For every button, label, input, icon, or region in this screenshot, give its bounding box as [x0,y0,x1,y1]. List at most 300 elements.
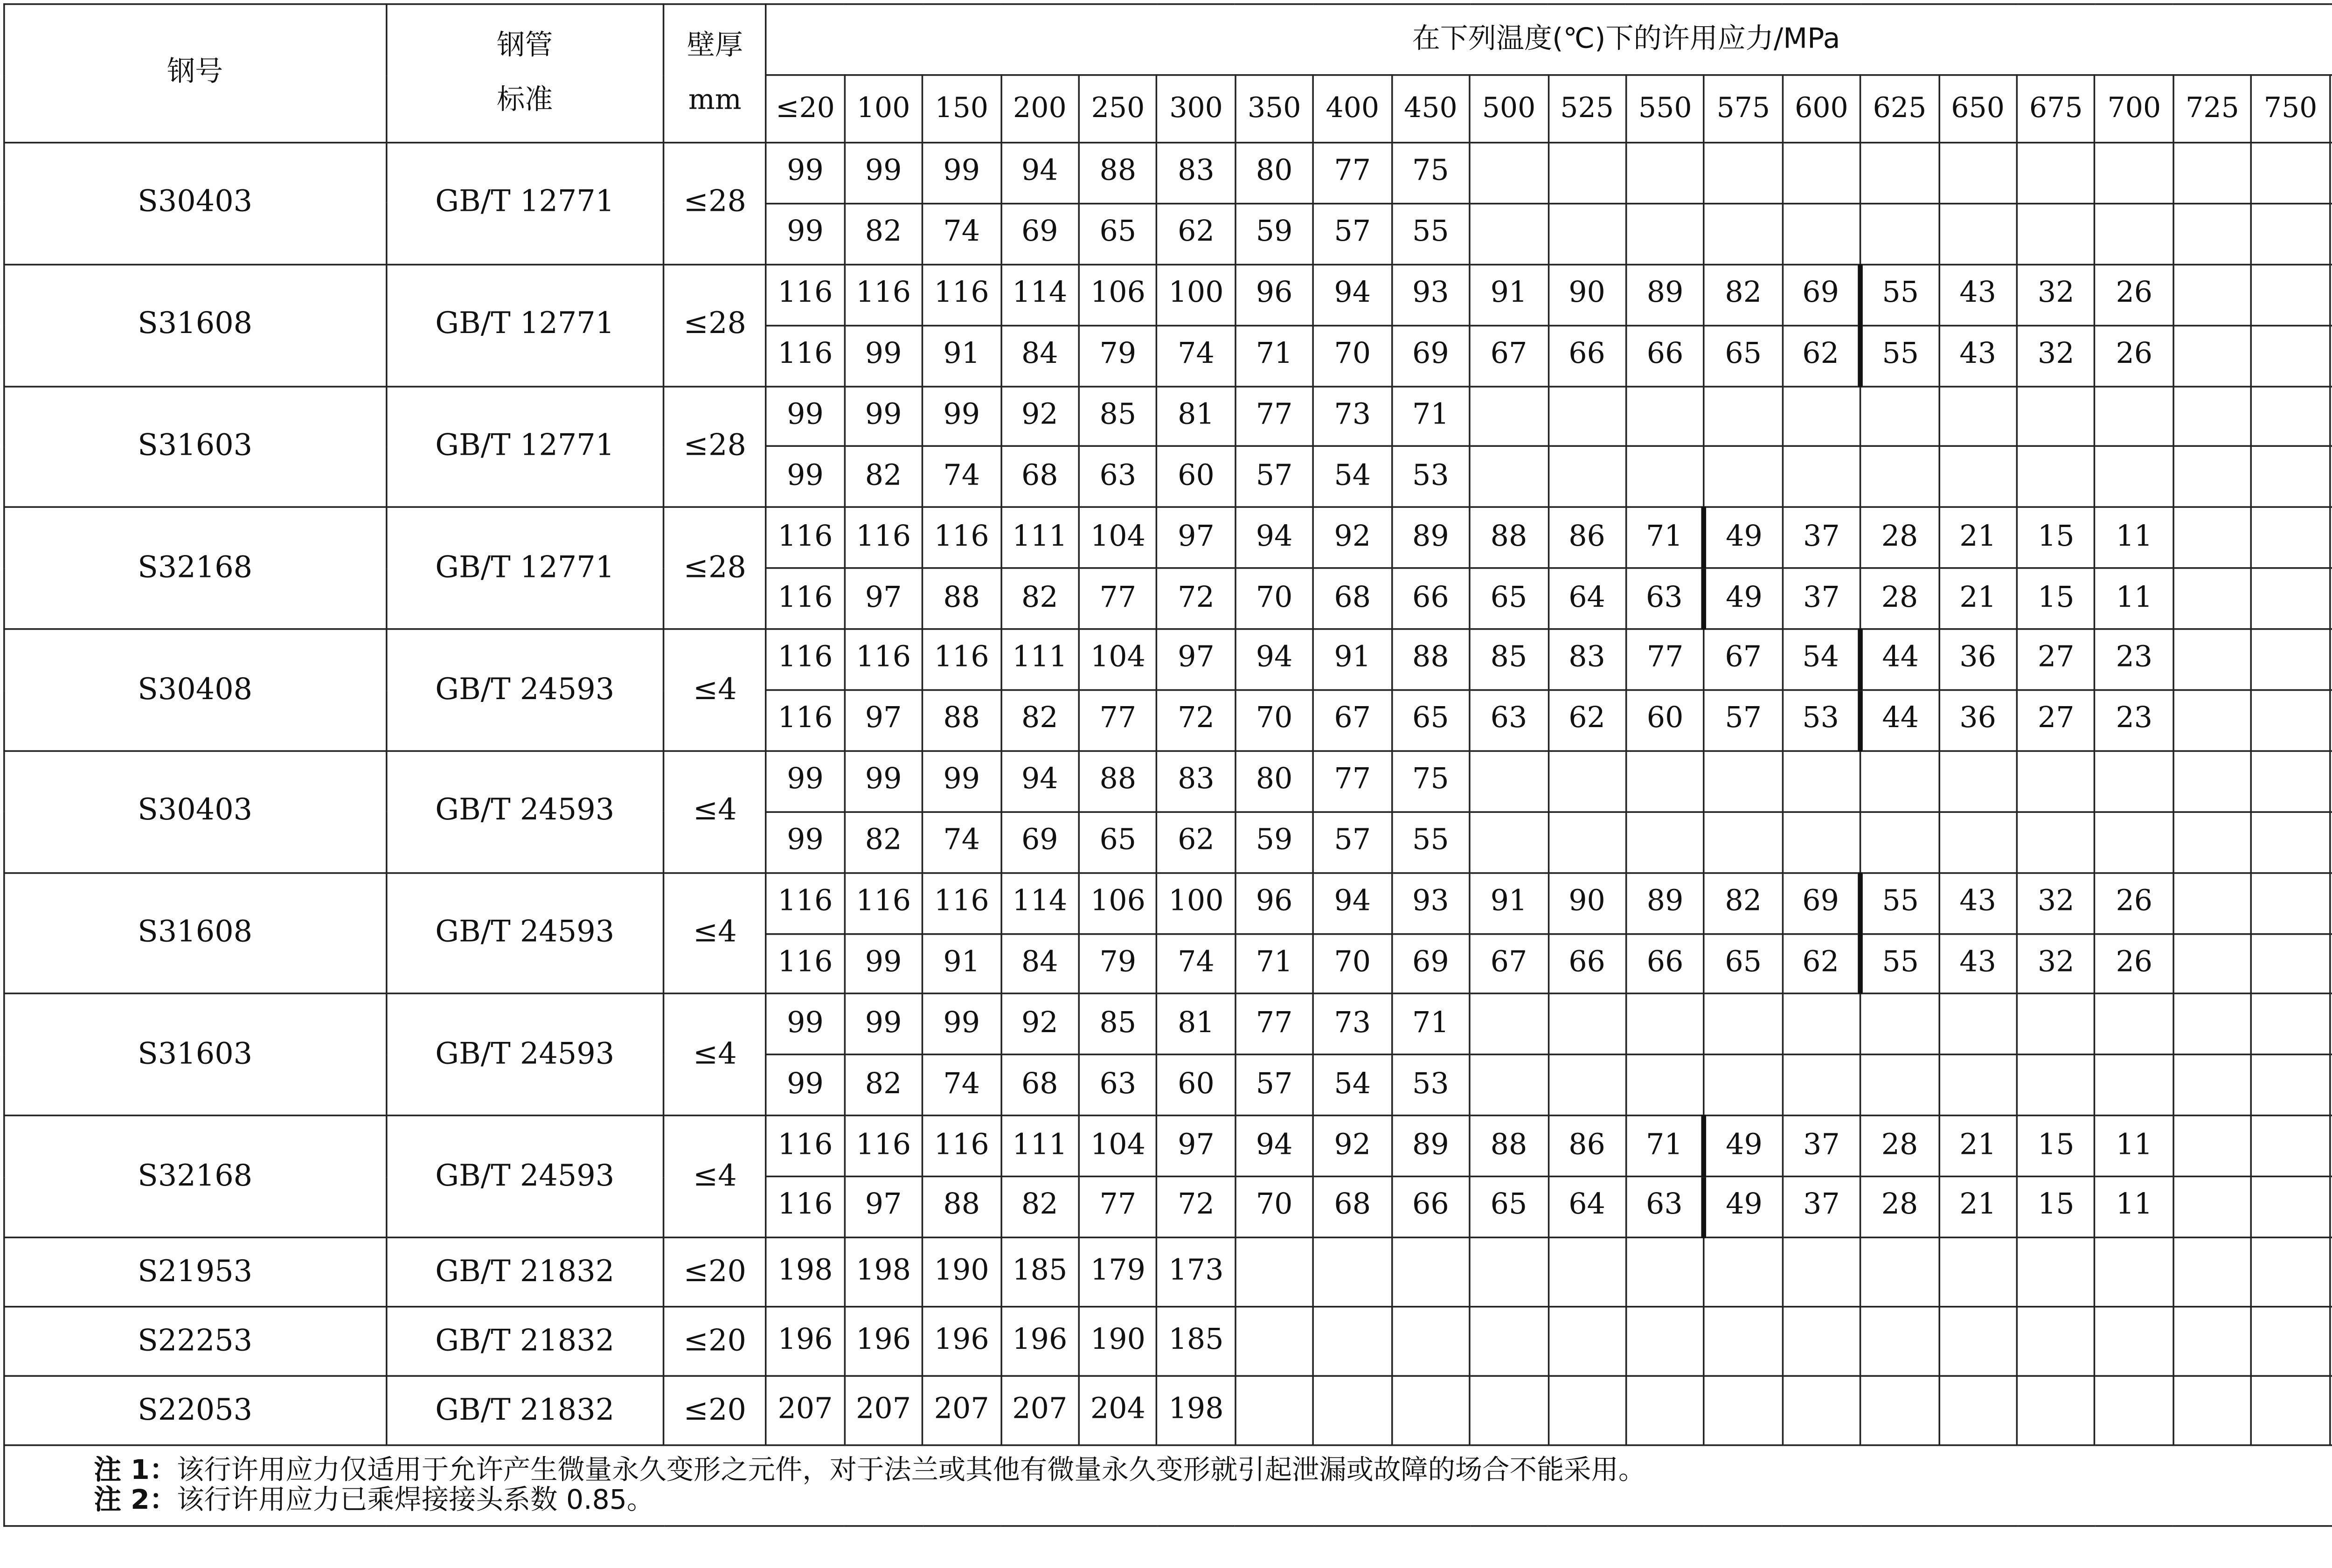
stress-value-cell [1704,203,1783,264]
stress-value-cell: 90 [1548,873,1626,933]
stress-value-cell [2251,1307,2330,1376]
wall-thickness-cell: ≤4 [664,873,766,994]
stress-value-cell [2173,873,2252,933]
stress-value-cell: 94 [1313,264,1392,325]
stress-value-cell: 32 [2017,264,2095,325]
pipe-standard-cell: GB/T 21832 [386,1376,664,1445]
stress-value-cell: 73 [1313,994,1392,1055]
stress-value-cell [2095,203,2173,264]
stress-value-cell: 28 [1860,1116,1939,1177]
stress-value-cell: 53 [1783,690,1861,751]
steel-grade-cell: S30403 [4,751,386,873]
stress-value-cell: 116 [923,629,1001,690]
stress-value-cell: 81 [1157,386,1235,446]
stress-value-cell [2330,1055,2332,1116]
stress-value-cell: 99 [766,203,845,264]
stress-value-cell: 99 [844,143,923,203]
stress-value-cell [2017,143,2095,203]
stress-value-cell: 84 [1001,933,1079,994]
stress-value-cell: 54 [1313,447,1392,507]
stress-value-cell: 60 [1157,1055,1235,1116]
stress-value-cell: 75 [1392,143,1470,203]
stress-value-cell: 89 [1626,264,1704,325]
stress-value-cell: 89 [1392,507,1470,568]
stress-value-cell [2251,507,2330,568]
stress-value-cell: 196 [923,1307,1001,1376]
stress-value-cell: 63 [1470,690,1548,751]
stress-value-cell: 69 [1001,812,1079,872]
stress-value-cell: 55 [1860,264,1939,325]
stress-value-cell: 190 [923,1237,1001,1306]
stress-value-cell [2017,751,2095,812]
stress-value-cell [1548,143,1626,203]
header-temp-4: 250 [1079,75,1157,143]
stress-value-cell [2173,447,2252,507]
stress-value-cell: 81 [1157,994,1235,1055]
stress-value-cell: 198 [844,1237,923,1306]
stress-value-cell: 207 [923,1376,1001,1445]
stress-value-cell: 68 [1313,1177,1392,1237]
stress-value-cell: 106 [1079,264,1157,325]
stress-value-cell: 57 [1313,203,1392,264]
stress-value-cell: 66 [1392,1177,1470,1237]
table-note-text: 该行许用应力已乘焊接接头系数 0.85。 [177,1484,654,1516]
stress-value-cell: 190 [1079,1307,1157,1376]
stress-value-cell: 104 [1079,507,1157,568]
stress-value-cell [1860,751,1939,812]
table-note-text: 该行许用应力仅适用于允许产生微量永久变形之元件，对于法兰或其他有微量永久变形就引起泄漏或故障的场合不能采用。 [177,1454,1646,1486]
stress-value-cell [2173,1237,2252,1306]
stress-value-cell [1626,386,1704,446]
stress-value-cell: 94 [1235,507,1313,568]
stress-value-cell: 75 [1392,751,1470,812]
stress-value-cell: 63 [1626,569,1704,629]
pipe-standard-cell: GB/T 12771 [386,143,664,264]
stress-value-cell: 82 [1001,1177,1079,1237]
stress-value-cell: 77 [1079,569,1157,629]
stress-value-cell [1626,447,1704,507]
stress-value-cell: 97 [844,569,923,629]
stress-value-cell: 66 [1392,569,1470,629]
stress-value-cell [1626,203,1704,264]
stress-value-cell [1704,812,1783,872]
stress-value-cell: 114 [1001,873,1079,933]
steel-grade-cell: S31603 [4,386,386,507]
stress-value-cell: 62 [1548,690,1626,751]
header-temp-2: 150 [923,75,1001,143]
stress-value-cell: 65 [1392,690,1470,751]
stress-value-cell: 69 [1392,933,1470,994]
stress-value-cell: 92 [1001,994,1079,1055]
stress-value-cell: 66 [1548,933,1626,994]
stress-value-cell: 185 [1157,1307,1235,1376]
stress-value-cell [2173,933,2252,994]
stress-value-cell [2173,264,2252,325]
stress-value-cell [1626,1307,1704,1376]
stress-value-cell: 99 [766,751,845,812]
stress-value-cell [1939,994,2017,1055]
header-temp-8: 450 [1392,75,1470,143]
stress-value-cell [2251,1055,2330,1116]
stress-value-cell [2017,1307,2095,1376]
stress-value-cell [2173,203,2252,264]
stress-value-cell: 74 [923,447,1001,507]
stress-value-cell: 99 [844,994,923,1055]
stress-value-cell: 65 [1470,569,1548,629]
table-row [4,1376,2332,1445]
stress-value-cell [1392,1307,1470,1376]
stress-value-cell: 15 [2017,569,2095,629]
notes-row [4,1445,2332,1526]
stress-value-cell: 116 [844,264,923,325]
stress-value-cell: 15 [2017,1116,2095,1177]
header-temp-5: 300 [1157,75,1235,143]
stress-value-cell [1783,143,1861,203]
table-note-label: 注 2： [94,1484,177,1516]
stress-value-cell [2251,1116,2330,1177]
stress-value-cell: 82 [1001,569,1079,629]
stress-value-cell: 62 [1157,203,1235,264]
steel-grade-cell: S32168 [4,1116,386,1238]
stress-value-cell: 77 [1626,629,1704,690]
stress-value-cell: 49 [1704,507,1783,568]
stress-value-cell: 71 [1392,386,1470,446]
stress-value-cell [2017,1376,2095,1445]
stress-value-cell: 86 [1548,1116,1626,1177]
stress-value-cell [1939,812,2017,872]
stress-value-cell: 37 [1783,1116,1861,1177]
stress-value-cell [2251,994,2330,1055]
stress-value-cell [1860,1376,1939,1445]
stress-value-cell: 116 [766,569,845,629]
stress-value-cell: 73 [1313,386,1392,446]
stress-value-cell [2251,447,2330,507]
stress-value-cell: 55 [1392,812,1470,872]
header-temp-13: 600 [1783,75,1861,143]
table-note-label: 注 1： [94,1454,177,1486]
stress-value-cell: 21 [1939,1116,2017,1177]
stress-value-cell: 63 [1626,1177,1704,1237]
stress-value-cell: 92 [1313,507,1392,568]
wall-thickness-cell: ≤20 [664,1376,766,1445]
stress-value-cell: 88 [923,569,1001,629]
stress-value-cell [2095,386,2173,446]
stress-value-cell: 116 [766,264,845,325]
header-stress-title: 在下列温度(℃)下的许用应力/MPa [766,4,2332,75]
stress-value-cell: 84 [1001,325,1079,386]
stress-value-cell [2017,203,2095,264]
header-temp-12: 575 [1704,75,1783,143]
stress-value-cell: 82 [1001,690,1079,751]
stress-value-cell [1548,994,1626,1055]
stress-value-cell: 116 [766,1116,845,1177]
stress-value-cell: 67 [1704,629,1783,690]
stress-value-cell: 70 [1313,325,1392,386]
stress-value-cell: 99 [844,325,923,386]
stress-value-cell: 116 [766,325,845,386]
stress-value-cell [2173,1376,2252,1445]
stress-value-cell: 99 [923,386,1001,446]
stress-value-cell: 65 [1704,325,1783,386]
stress-value-cell [1860,386,1939,446]
stress-value-cell [2095,1376,2173,1445]
stress-value-cell: 74 [1157,325,1235,386]
header-steel-grade: 钢号 [4,4,386,143]
pipe-standard-cell: GB/T 21832 [386,1237,664,1306]
stress-value-cell: 104 [1079,1116,1157,1177]
stress-value-cell: 64 [1548,569,1626,629]
pipe-standard-cell: GB/T 12771 [386,386,664,507]
stress-value-cell: 198 [1157,1376,1235,1445]
table-row [4,994,2332,1055]
table-notes [4,1445,2332,1526]
stress-value-cell: 85 [1470,629,1548,690]
stress-value-cell: 74 [923,203,1001,264]
stress-value-cell [1313,1307,1392,1376]
stress-value-cell: 15 [2017,1177,2095,1237]
stress-value-cell [2330,751,2332,812]
stress-value-cell: 60 [1157,447,1235,507]
header-temp-0: ≤20 [766,75,845,143]
table-row [4,629,2332,690]
stress-value-cell: 67 [1313,690,1392,751]
stress-value-cell [1860,812,1939,872]
stress-value-cell: 116 [844,873,923,933]
stress-value-cell: 82 [844,447,923,507]
stress-value-cell [2251,690,2330,751]
stress-value-cell [2095,812,2173,872]
stress-value-cell: 116 [766,1177,845,1237]
stress-value-cell: 67 [1470,325,1548,386]
stress-value-cell [2173,325,2252,386]
steel-grade-cell: S31603 [4,994,386,1116]
stress-value-cell: 65 [1704,933,1783,994]
stress-value-cell [2017,1237,2095,1306]
table-row [4,1307,2332,1376]
stress-value-cell: 196 [844,1307,923,1376]
table-note-2 [94,1486,2332,1516]
stress-value-cell: 85 [1079,386,1157,446]
stress-value-cell [1392,1376,1470,1445]
stress-value-cell: 49 [1704,569,1783,629]
stress-value-cell [1548,1055,1626,1116]
stress-value-cell [1626,994,1704,1055]
table-row [4,386,2332,446]
stress-value-cell: 94 [1001,143,1079,203]
stress-value-cell [1470,751,1548,812]
stress-value-cell: 11 [2095,569,2173,629]
stress-value-cell [2251,751,2330,812]
stress-value-cell [2330,1376,2332,1445]
stress-value-cell [1860,203,1939,264]
stress-value-cell: 57 [1235,1055,1313,1116]
stress-value-cell: 69 [1392,325,1470,386]
stress-value-cell [1548,1376,1626,1445]
stress-value-cell: 91 [923,325,1001,386]
stress-value-cell [2330,1177,2332,1237]
stress-value-cell: 94 [1001,751,1079,812]
stress-value-cell: 27 [2017,629,2095,690]
stress-value-cell: 57 [1313,812,1392,872]
stress-value-cell: 89 [1626,873,1704,933]
stress-value-cell: 99 [766,1055,845,1116]
stress-value-cell: 66 [1548,325,1626,386]
stress-value-cell [2095,1055,2173,1116]
stress-value-cell: 88 [1470,507,1548,568]
stress-value-cell: 88 [1079,751,1157,812]
stress-value-cell: 77 [1235,994,1313,1055]
steel-grade-cell: S21953 [4,1237,386,1306]
stress-value-cell: 53 [1392,447,1470,507]
allowable-stress-table [3,3,2332,1527]
stress-value-cell [2095,994,2173,1055]
stress-value-cell [2251,143,2330,203]
stress-value-cell: 55 [1860,873,1939,933]
stress-value-cell: 94 [1313,873,1392,933]
stress-value-cell [1860,994,1939,1055]
stress-value-cell [1626,143,1704,203]
stress-value-cell [2173,812,2252,872]
steel-grade-cell: S30403 [4,143,386,264]
stress-value-cell: 94 [1235,629,1313,690]
wall-thickness-cell: ≤28 [664,143,766,264]
stress-value-cell: 59 [1235,812,1313,872]
stress-value-cell [2017,1055,2095,1116]
stress-value-cell: 88 [1470,1116,1548,1177]
stress-value-cell [2173,1307,2252,1376]
stress-value-cell: 11 [2095,1116,2173,1177]
pipe-standard-cell: GB/T 24593 [386,751,664,873]
stress-value-cell [1860,1307,1939,1376]
stress-value-cell [2173,1116,2252,1177]
stress-value-cell: 57 [1235,447,1313,507]
stress-value-cell: 67 [1470,933,1548,994]
wall-thickness-cell: ≤4 [664,994,766,1116]
stress-value-cell: 83 [1157,143,1235,203]
stress-value-cell [2330,1237,2332,1306]
stress-value-cell: 116 [923,1116,1001,1177]
header-temp-20 [2330,75,2332,143]
steel-grade-cell: S22053 [4,1376,386,1445]
stress-value-cell: 37 [1783,569,1861,629]
stress-value-cell [1548,751,1626,812]
stress-value-cell [1313,1237,1392,1306]
wall-thickness-cell: ≤4 [664,629,766,751]
stress-value-cell [2095,1307,2173,1376]
stress-value-cell: 23 [2095,629,2173,690]
stress-value-cell: 80 [1235,143,1313,203]
stress-value-cell [2173,629,2252,690]
header-wall-thickness [664,4,766,143]
stress-value-cell [1626,751,1704,812]
header-temp-16: 675 [2017,75,2095,143]
stress-value-cell: 99 [844,751,923,812]
stress-value-cell: 44 [1860,690,1939,751]
stress-value-cell [2173,386,2252,446]
stress-value-cell [1939,386,2017,446]
stress-value-cell: 49 [1704,1177,1783,1237]
stress-value-cell [1704,994,1783,1055]
stress-value-cell [2173,569,2252,629]
header-pipe-standard [386,4,664,143]
stress-value-cell: 62 [1157,812,1235,872]
stress-value-cell [2173,690,2252,751]
stress-value-cell [1470,203,1548,264]
stress-value-cell [1548,1237,1626,1306]
stress-value-cell: 116 [766,690,845,751]
table-row [4,264,2332,325]
table-row [4,143,2332,203]
stress-value-cell: 185 [1001,1237,1079,1306]
header-temp-6: 350 [1235,75,1313,143]
stress-value-cell: 99 [766,143,845,203]
stress-value-cell: 86 [1548,507,1626,568]
stress-value-cell: 43 [1939,325,2017,386]
wall-thickness-cell: ≤28 [664,264,766,386]
stress-value-cell [2173,1055,2252,1116]
stress-value-cell: 106 [1079,873,1157,933]
stress-value-cell [2330,325,2332,386]
stress-value-cell: 71 [1392,994,1470,1055]
wall-thickness-cell: ≤4 [664,751,766,873]
stress-value-cell [2251,203,2330,264]
stress-value-cell [2330,1307,2332,1376]
stress-value-cell [1704,1055,1783,1116]
stress-value-cell [2017,447,2095,507]
stress-value-cell: 116 [766,933,845,994]
stress-value-cell [1783,812,1861,872]
stress-value-cell [1783,1376,1861,1445]
stress-value-cell [1939,1376,2017,1445]
stress-value-cell: 69 [1001,203,1079,264]
steel-grade-cell: S30408 [4,629,386,751]
stress-value-cell: 96 [1235,873,1313,933]
stress-value-cell: 116 [844,1116,923,1177]
stress-value-cell [1704,447,1783,507]
stress-value-cell: 198 [766,1237,845,1306]
stress-value-cell: 82 [1704,873,1783,933]
stress-value-cell: 88 [1079,143,1157,203]
stress-value-cell [1548,812,1626,872]
stress-value-cell: 68 [1313,569,1392,629]
stress-value-cell [1783,386,1861,446]
stress-value-cell: 43 [1939,933,2017,994]
stress-value-cell: 93 [1392,264,1470,325]
header-temp-7: 400 [1313,75,1392,143]
stress-value-cell [2330,143,2332,203]
stress-value-cell [2095,1237,2173,1306]
table-note-1 [94,1456,2332,1486]
stress-value-cell: 43 [1939,873,2017,933]
stress-value-cell [2330,994,2332,1055]
stress-value-cell [1783,1237,1861,1306]
stress-value-cell [2251,873,2330,933]
stress-value-cell: 68 [1001,1055,1079,1116]
stress-value-cell: 173 [1157,1237,1235,1306]
stress-value-cell [2251,933,2330,994]
stress-value-cell: 68 [1001,447,1079,507]
stress-value-cell: 37 [1783,507,1861,568]
stress-value-cell: 77 [1313,751,1392,812]
stress-value-cell [2017,386,2095,446]
header-temp-14: 625 [1860,75,1939,143]
stress-value-cell: 27 [2017,690,2095,751]
pipe-standard-cell: GB/T 24593 [386,629,664,751]
stress-value-cell [1783,751,1861,812]
header-pipe-standard-line2: 标准 [497,83,553,117]
wall-thickness-cell: ≤20 [664,1307,766,1376]
stress-value-cell [1235,1376,1313,1445]
